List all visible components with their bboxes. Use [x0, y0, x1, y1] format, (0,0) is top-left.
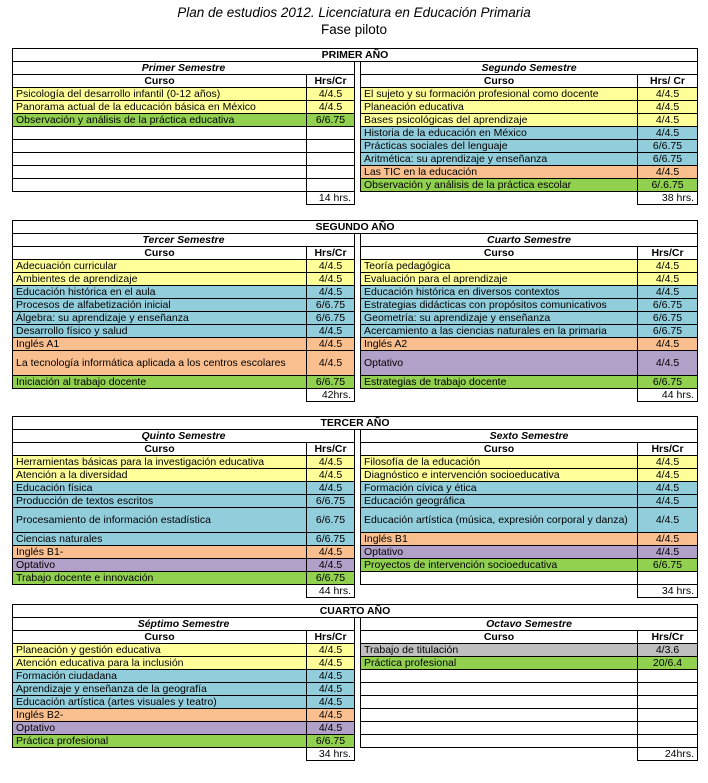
- course-hours: 4/4.5: [638, 495, 698, 508]
- course-name: Iniciación al trabajo docente: [13, 376, 307, 389]
- course-name: Inglés A1: [13, 338, 307, 351]
- course-row: [13, 696, 698, 709]
- course-name: [13, 179, 307, 192]
- course-row: [13, 114, 698, 127]
- course-row: [13, 546, 698, 559]
- semester-heading: Octavo Semestre: [361, 618, 698, 631]
- course-row: [13, 722, 698, 735]
- course-row: [13, 670, 698, 683]
- course-name: Acercamiento a las ciencias naturales en la primaria: [361, 325, 638, 338]
- spacer: [361, 748, 638, 761]
- course-name: Las TIC en la educación: [361, 166, 638, 179]
- course-name: Atención a la diversidad: [13, 469, 307, 482]
- course-hours: 4/4.5: [638, 456, 698, 469]
- course-name: Procesamiento de información estadística: [13, 508, 307, 533]
- course-hours: [638, 722, 698, 735]
- course-name: Trabajo de titulación: [361, 644, 638, 657]
- course-hours: 4/4.5: [638, 166, 698, 179]
- course-name: Prácticas sociales del lenguaje: [361, 140, 638, 153]
- course-name: [361, 709, 638, 722]
- course-row: [13, 179, 698, 192]
- course-hours: 6/6.75: [307, 376, 355, 389]
- course-hours: 6/6.75: [638, 312, 698, 325]
- course-name: Práctica profesional: [361, 657, 638, 670]
- course-name: Ambientes de aprendizaje: [13, 273, 307, 286]
- semester-heading: Primer Semestre: [13, 62, 355, 75]
- spacer: [13, 192, 307, 205]
- course-column-header: Curso: [13, 443, 307, 456]
- course-hours: 4/4.5: [638, 482, 698, 495]
- course-row: [13, 657, 698, 670]
- course-name: Historia de la educación en México: [361, 127, 638, 140]
- semester-heading: Sexto Semestre: [361, 430, 698, 443]
- year-table: [12, 604, 698, 761]
- course-name: [13, 127, 307, 140]
- course-row: [13, 260, 698, 273]
- course-name: Educación física: [13, 482, 307, 495]
- course-hours: 4/4.5: [638, 338, 698, 351]
- course-name: Educación histórica en diversos contextos: [361, 286, 638, 299]
- course-row: [13, 508, 698, 533]
- course-row: [13, 351, 698, 376]
- page-subtitle: Fase piloto: [320, 22, 388, 37]
- course-name: Educación artística (música, expresión corporal y danza): [361, 508, 638, 533]
- course-hours: 4/4.5: [307, 88, 355, 101]
- semester-heading: Séptimo Semestre: [13, 618, 355, 631]
- semester-heading: Quinto Semestre: [13, 430, 355, 443]
- course-name: Observación y análisis de la práctica educativa: [13, 114, 307, 127]
- course-hours: 6/6.75: [638, 153, 698, 166]
- course-name: [361, 696, 638, 709]
- course-name: Adecuación curricular: [13, 260, 307, 273]
- course-hours: [638, 683, 698, 696]
- course-hours: 4/4.5: [638, 127, 698, 140]
- course-hours: 4/4.5: [307, 482, 355, 495]
- semester-heading: Segundo Semestre: [361, 62, 698, 75]
- course-hours: 6/6.75: [307, 299, 355, 312]
- course-name: Inglés B1: [361, 533, 638, 546]
- course-hours: 4/4.5: [307, 260, 355, 273]
- course-row: [13, 709, 698, 722]
- course-row: [13, 127, 698, 140]
- course-row: [13, 376, 698, 389]
- course-hours: 4/4.5: [307, 644, 355, 657]
- course-name: Optativo: [361, 351, 638, 376]
- course-name: [13, 166, 307, 179]
- course-hours: 4/4.5: [307, 101, 355, 114]
- course-name: Herramientas básicas para la investigación educativa: [13, 456, 307, 469]
- year-heading: TERCER AÑO: [13, 417, 698, 430]
- course-hours: [307, 179, 355, 192]
- course-hours: 4/4.5: [307, 338, 355, 351]
- course-hours: 4/3.6: [638, 644, 698, 657]
- course-hours: 6/6.75: [638, 299, 698, 312]
- course-hours: 4/4.5: [307, 709, 355, 722]
- hours-column-header: Hrs/Cr: [307, 443, 355, 456]
- course-name: Diagnóstico e intervención socioeducativa: [361, 469, 638, 482]
- course-row: [13, 140, 698, 153]
- course-column-header: Curso: [13, 75, 307, 88]
- year-heading: SEGUNDO AÑO: [13, 221, 698, 234]
- course-row: [13, 312, 698, 325]
- course-hours: [638, 696, 698, 709]
- course-row: [13, 482, 698, 495]
- hours-column-header: Hrs/Cr: [638, 247, 698, 260]
- course-name: Producción de textos escritos: [13, 495, 307, 508]
- course-name: Ciencias naturales: [13, 533, 307, 546]
- course-name: Práctica profesional: [13, 735, 307, 748]
- course-name: Proyectos de intervención socioeducativa: [361, 559, 638, 572]
- course-name: Teoría pedagógica: [361, 260, 638, 273]
- course-name: Formación cívica y ética: [361, 482, 638, 495]
- course-hours: 4/4.5: [638, 114, 698, 127]
- course-row: [13, 338, 698, 351]
- course-row: [13, 644, 698, 657]
- course-name: Trabajo docente e innovación: [13, 572, 307, 585]
- course-hours: 6/6.75: [638, 559, 698, 572]
- course-name: Educación histórica en el aula: [13, 286, 307, 299]
- semester-total: 34 hrs.: [307, 748, 355, 761]
- year-table: [12, 48, 698, 205]
- course-hours: 4/4.5: [307, 273, 355, 286]
- course-hours: 4/4.5: [638, 469, 698, 482]
- course-hours: [638, 735, 698, 748]
- course-name: Estrategias didácticas con propósitos comunicativos: [361, 299, 638, 312]
- course-hours: 6/6.75: [638, 376, 698, 389]
- course-hours: [638, 572, 698, 585]
- hours-column-header: Hrs/Cr: [307, 631, 355, 644]
- course-row: [13, 88, 698, 101]
- course-hours: 6/6.75: [307, 495, 355, 508]
- hours-column-header: Hrs/Cr: [307, 75, 355, 88]
- course-name: [361, 572, 638, 585]
- course-hours: 6/6.75: [307, 572, 355, 585]
- course-name: Evaluación para el aprendizaje: [361, 273, 638, 286]
- course-name: Inglés B1-: [13, 546, 307, 559]
- course-name: Bases psicológicas del aprendizaje: [361, 114, 638, 127]
- course-name: Filosofía de la educación: [361, 456, 638, 469]
- spacer: [13, 389, 307, 402]
- course-hours: 20/6.4: [638, 657, 698, 670]
- course-name: Formación ciudadana: [13, 670, 307, 683]
- course-name: Optativo: [13, 722, 307, 735]
- course-row: [13, 559, 698, 572]
- course-hours: 4/4.5: [307, 286, 355, 299]
- hours-column-header: Hrs/ Cr: [638, 75, 698, 88]
- course-name: [13, 140, 307, 153]
- course-row: [13, 299, 698, 312]
- course-row: [13, 101, 698, 114]
- semester-total: 38 hrs.: [638, 192, 698, 205]
- course-hours: 4/4.5: [307, 722, 355, 735]
- course-name: [361, 670, 638, 683]
- course-name: Álgebra: su aprendizaje y enseñanza: [13, 312, 307, 325]
- course-column-header: Curso: [13, 247, 307, 260]
- course-column-header: Curso: [361, 631, 638, 644]
- course-hours: 4/4.5: [307, 456, 355, 469]
- course-name: Observación y análisis de la práctica escolar: [361, 179, 638, 192]
- course-row: [13, 572, 698, 585]
- course-name: Desarrollo físico y salud: [13, 325, 307, 338]
- course-hours: 4/4.5: [307, 325, 355, 338]
- year-heading: CUARTO AÑO: [13, 605, 698, 618]
- spacer: [361, 192, 638, 205]
- course-name: La tecnología informática aplicada a los centros escolares: [13, 351, 307, 376]
- course-hours: 6/.6.75: [638, 179, 698, 192]
- course-row: [13, 286, 698, 299]
- page-title: Plan de estudios 2012. Licenciatura en Educación Primaria: [177, 5, 531, 20]
- course-hours: [307, 127, 355, 140]
- course-hours: [307, 166, 355, 179]
- course-name: Procesos de alfabetización inicial: [13, 299, 307, 312]
- course-hours: 4/4.5: [307, 351, 355, 376]
- course-row: [13, 495, 698, 508]
- course-name: Educación artística (artes visuales y teatro): [13, 696, 307, 709]
- course-row: [13, 735, 698, 748]
- course-name: [361, 735, 638, 748]
- course-hours: 6/6.75: [638, 140, 698, 153]
- course-hours: 4/4.5: [638, 546, 698, 559]
- semester-total: 42hrs.: [307, 389, 355, 402]
- hours-column-header: Hrs/Cr: [307, 247, 355, 260]
- course-hours: [638, 709, 698, 722]
- course-hours: 6/6.75: [307, 114, 355, 127]
- course-row: [13, 683, 698, 696]
- spacer: [13, 748, 307, 761]
- course-column-header: Curso: [13, 631, 307, 644]
- course-row: [13, 533, 698, 546]
- course-name: Optativo: [361, 546, 638, 559]
- course-hours: 4/4.5: [638, 533, 698, 546]
- course-row: [13, 166, 698, 179]
- course-name: Panorama actual de la educación básica en México: [13, 101, 307, 114]
- semester-total: 34 hrs.: [638, 585, 698, 598]
- course-hours: 4/4.5: [638, 101, 698, 114]
- course-column-header: Curso: [361, 75, 638, 88]
- course-column-header: Curso: [361, 443, 638, 456]
- course-name: Geometría: su aprendizaje y enseñanza: [361, 312, 638, 325]
- course-hours: 4/4.5: [638, 88, 698, 101]
- spacer: [361, 585, 638, 598]
- course-name: Aprendizaje y enseñanza de la geografía: [13, 683, 307, 696]
- course-row: [13, 456, 698, 469]
- course-name: Aritmética: su aprendizaje y enseñanza: [361, 153, 638, 166]
- course-row: [13, 153, 698, 166]
- spacer: [361, 389, 638, 402]
- course-hours: 4/4.5: [638, 286, 698, 299]
- course-name: [361, 722, 638, 735]
- course-hours: 4/4.5: [638, 273, 698, 286]
- course-hours: 4/4.5: [638, 260, 698, 273]
- course-hours: 4/4.5: [307, 670, 355, 683]
- course-name: [361, 683, 638, 696]
- course-row: [13, 325, 698, 338]
- course-name: Educación geográfica: [361, 495, 638, 508]
- course-hours: 6/6.75: [307, 508, 355, 533]
- course-hours: [638, 670, 698, 683]
- course-hours: 6/6.75: [307, 735, 355, 748]
- hours-column-header: Hrs/Cr: [638, 631, 698, 644]
- course-hours: 4/4.5: [307, 683, 355, 696]
- semester-heading: Tercer Semestre: [13, 234, 355, 247]
- course-hours: [307, 153, 355, 166]
- course-hours: 4/4.5: [307, 696, 355, 709]
- course-hours: 4/4.5: [638, 351, 698, 376]
- semester-total: 14 hrs.: [307, 192, 355, 205]
- course-name: [13, 153, 307, 166]
- course-hours: 4/4.5: [638, 508, 698, 533]
- semester-total: 44 hrs.: [638, 389, 698, 402]
- course-hours: 6/6.75: [638, 325, 698, 338]
- course-hours: 4/4.5: [307, 469, 355, 482]
- course-name: Estrategias de trabajo docente: [361, 376, 638, 389]
- course-column-header: Curso: [361, 247, 638, 260]
- year-table: [12, 220, 698, 402]
- course-hours: 6/6.75: [307, 312, 355, 325]
- course-name: Psicología del desarrollo infantil (0-12 años): [13, 88, 307, 101]
- spacer: [13, 585, 307, 598]
- course-row: [13, 273, 698, 286]
- semester-heading: Cuarto Semestre: [361, 234, 698, 247]
- course-name: Atención educativa para la inclusión: [13, 657, 307, 670]
- course-hours: 4/4.5: [307, 657, 355, 670]
- course-name: Inglés B2-: [13, 709, 307, 722]
- course-name: Planeación y gestión educativa: [13, 644, 307, 657]
- semester-total: 24hrs.: [638, 748, 698, 761]
- course-name: Optativo: [13, 559, 307, 572]
- course-hours: 6/6.75: [307, 533, 355, 546]
- year-heading: PRIMER AÑO: [13, 49, 698, 62]
- semester-total: 44 hrs.: [307, 585, 355, 598]
- year-table: [12, 416, 698, 598]
- course-hours: 4/4.5: [307, 546, 355, 559]
- course-name: El sujeto y su formación profesional como docente: [361, 88, 638, 101]
- course-name: Inglés A2: [361, 338, 638, 351]
- course-hours: [307, 140, 355, 153]
- course-hours: 4/4.5: [307, 559, 355, 572]
- hours-column-header: Hrs/Cr: [638, 443, 698, 456]
- course-name: Planeación educativa: [361, 101, 638, 114]
- course-row: [13, 469, 698, 482]
